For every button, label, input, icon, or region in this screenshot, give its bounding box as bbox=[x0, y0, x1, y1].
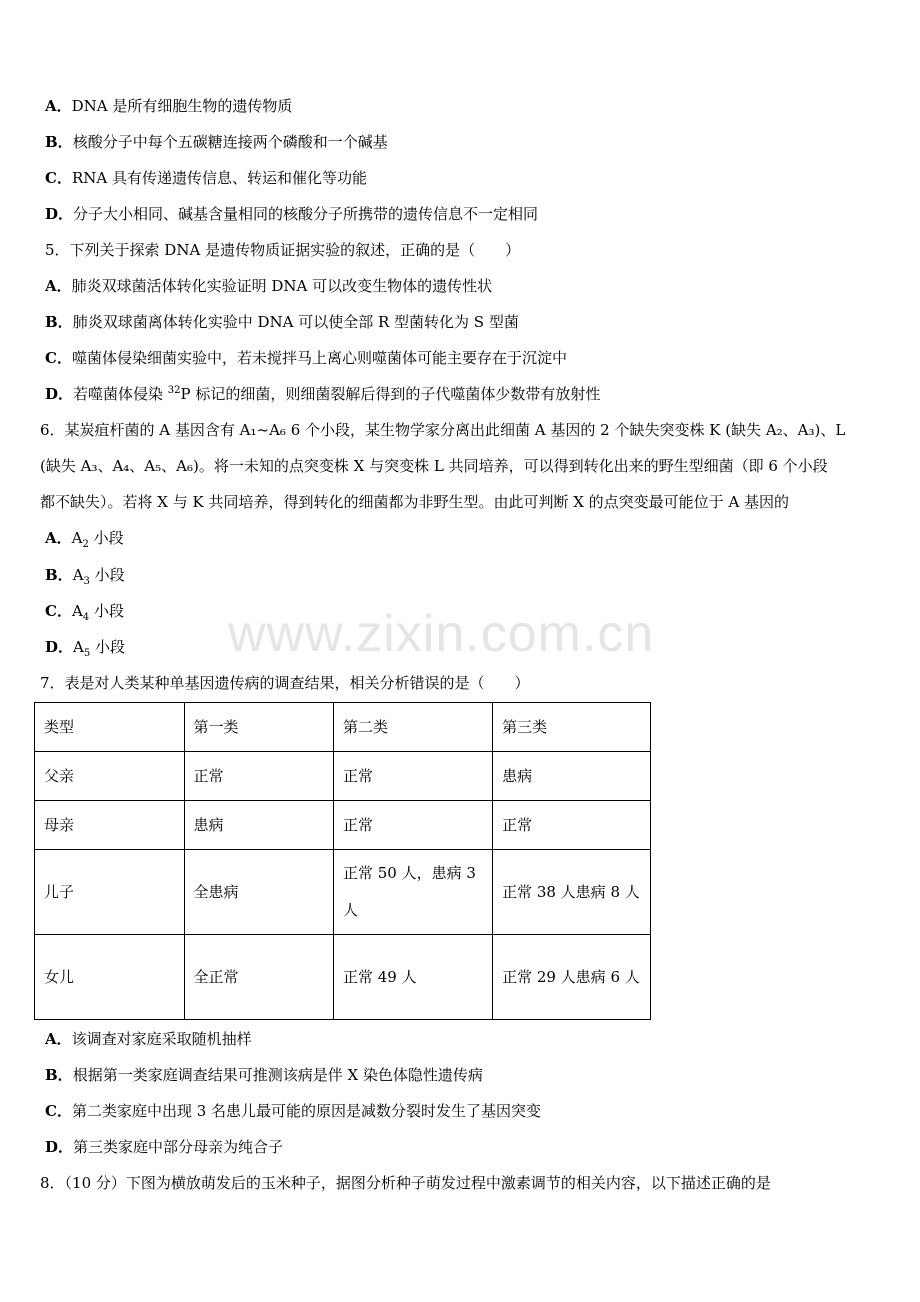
q7-stem: 7．表是对人类某种单基因遗传病的调查结果，相关分析错误的是（ ） bbox=[40, 674, 530, 692]
q6-option-c bbox=[45, 601, 124, 621]
q4-option-c bbox=[45, 168, 367, 188]
table-row bbox=[35, 801, 651, 850]
table-cell: 全正常 bbox=[184, 935, 334, 1020]
table-cell: 正常 bbox=[334, 801, 493, 850]
q6-stem-line2: (缺失 A₃、A₄、A₅、A₆)。将一未知的点突变株 X 与突变株 L 共同培养，可以得到转化出来的野生型细菌（即 6 个小段 bbox=[40, 457, 828, 475]
option-suffix: 小段 bbox=[89, 566, 125, 584]
table-cell: 正常 38 人患病 8 人 bbox=[493, 850, 651, 935]
table-cell: 正常 49 人 bbox=[334, 935, 493, 1020]
option-suffix: 小段 bbox=[89, 602, 124, 620]
table-cell: 第二类 bbox=[334, 703, 493, 752]
option-text: 第三类家庭中部分母亲为纯合子 bbox=[73, 1138, 284, 1156]
table-cell: 正常 29 人患病 6 人 bbox=[493, 935, 651, 1020]
option-letter: B． bbox=[45, 313, 73, 331]
table-cell: 正常 bbox=[334, 752, 493, 801]
q5-stem: 5．下列关于探索 DNA 是遗传物质证据实验的叙述，正确的是（ ） bbox=[45, 241, 521, 259]
option-letter: D． bbox=[45, 638, 74, 656]
option-letter: B． bbox=[45, 133, 73, 151]
segment-name: A bbox=[73, 638, 84, 656]
q7-option-a bbox=[45, 1029, 252, 1049]
table-cell: 儿子 bbox=[35, 850, 185, 935]
option-letter: A． bbox=[45, 97, 72, 115]
q6-stem-line3: 都不缺失）。若将 X 与 K 共同培养，得到转化的细菌都为非野生型。由此可判断 X 的点突变最可能位于 A 基因的 bbox=[40, 493, 790, 511]
option-text: 分子大小相同、碱基含量相同的核酸分子所携带的遗传信息不一定相同 bbox=[73, 205, 539, 223]
option-letter: C． bbox=[45, 1102, 72, 1120]
segment-name: A bbox=[72, 566, 84, 584]
table-cell: 第三类 bbox=[493, 703, 651, 752]
option-text-after: P 标记的细菌，则细菌裂解后得到的子代噬菌体少数带有放射性 bbox=[180, 385, 601, 403]
option-text: 第二类家庭中出现 3 名患儿最可能的原因是减数分裂时发生了基因突变 bbox=[71, 1102, 542, 1120]
q7-option-d bbox=[45, 1137, 283, 1157]
q5-option-b bbox=[45, 312, 519, 332]
table-cell: 类型 bbox=[35, 703, 185, 752]
option-text: 根据第一类家庭调查结果可推测该病是伴 X 染色体隐性遗传病 bbox=[72, 1066, 483, 1084]
option-letter: B． bbox=[45, 566, 73, 584]
table-cell: 患病 bbox=[493, 752, 651, 801]
segment-subscript: 2 bbox=[82, 539, 89, 550]
segment-name: A bbox=[71, 602, 83, 620]
option-text: 噬菌体侵染细菌实验中，若未搅拌马上离心则噬菌体可能主要存在于沉淀中 bbox=[71, 349, 567, 367]
q4-option-d bbox=[45, 204, 538, 224]
survey-table bbox=[34, 702, 651, 1020]
option-letter: C． bbox=[45, 349, 72, 367]
option-letter: D． bbox=[45, 1138, 74, 1156]
q7-option-c bbox=[45, 1101, 541, 1121]
q8-stem: 8．（10 分）下图为横放萌发后的玉米种子，据图分析种子萌发过程中激素调节的相关内容，以下描述正确的是 bbox=[40, 1174, 771, 1192]
segment-subscript: 5 bbox=[83, 648, 91, 659]
table-row bbox=[35, 752, 651, 801]
q4-option-a bbox=[45, 96, 292, 116]
q6-stem-line1: 6．某炭疽杆菌的 A 基因含有 A₁~A₆ 6 个小段，某生物学家分离出此细菌 A 基因的 2 个缺失突变株 K (缺失 A₂、A₃)、L bbox=[40, 421, 846, 439]
option-text: 核酸分子中每个五碳糖连接两个磷酸和一个碱基 bbox=[72, 133, 388, 151]
q7-option-b bbox=[45, 1065, 483, 1085]
table-cell: 正常 bbox=[493, 801, 651, 850]
segment-name: A bbox=[71, 529, 83, 547]
table-cell: 第一类 bbox=[184, 703, 334, 752]
option-text: DNA 是所有细胞生物的遗传物质 bbox=[71, 97, 293, 115]
watermark: www.zixin.com.cn bbox=[228, 605, 655, 663]
option-letter: A． bbox=[45, 277, 72, 295]
isotope-superscript: 32 bbox=[167, 385, 181, 396]
q6-option-a bbox=[45, 528, 124, 548]
option-suffix: 小段 bbox=[88, 529, 124, 547]
q4-option-b bbox=[45, 132, 388, 152]
q5-option-a bbox=[45, 276, 492, 296]
option-suffix: 小段 bbox=[90, 638, 126, 656]
table-cell: 正常 bbox=[184, 752, 334, 801]
option-letter: D． bbox=[45, 205, 74, 223]
table-cell: 患病 bbox=[184, 801, 334, 850]
option-text-before: 若噬菌体侵染 bbox=[73, 385, 168, 403]
option-letter: C． bbox=[45, 602, 72, 620]
option-letter: A． bbox=[45, 529, 72, 547]
option-letter: B． bbox=[45, 1066, 73, 1084]
table-cell: 正常 50 人，患病 3 人 bbox=[334, 850, 493, 935]
table-row bbox=[35, 935, 651, 1020]
option-text: RNA 具有传递遗传信息、转运和催化等功能 bbox=[71, 169, 367, 187]
option-text: 肺炎双球菌活体转化实验证明 DNA 可以改变生物体的遗传性状 bbox=[71, 277, 493, 295]
segment-subscript: 4 bbox=[82, 612, 90, 623]
table-cell: 女儿 bbox=[35, 935, 185, 1020]
q6-option-d bbox=[45, 637, 125, 657]
q5-option-d bbox=[45, 384, 600, 404]
option-letter: A． bbox=[45, 1030, 72, 1048]
option-text: 该调查对家庭采取随机抽样 bbox=[71, 1030, 252, 1048]
q6-option-b bbox=[45, 565, 125, 585]
table-row bbox=[35, 850, 651, 935]
q5-option-c bbox=[45, 348, 567, 368]
option-letter: C． bbox=[45, 169, 72, 187]
table-cell: 母亲 bbox=[35, 801, 185, 850]
table-header-row bbox=[35, 703, 651, 752]
option-text: 肺炎双球菌离体转化实验中 DNA 可以使全部 R 型菌转化为 S 型菌 bbox=[72, 313, 519, 331]
table-cell: 父亲 bbox=[35, 752, 185, 801]
segment-subscript: 3 bbox=[83, 576, 90, 587]
option-letter: D． bbox=[45, 385, 74, 403]
table-cell: 全患病 bbox=[184, 850, 334, 935]
